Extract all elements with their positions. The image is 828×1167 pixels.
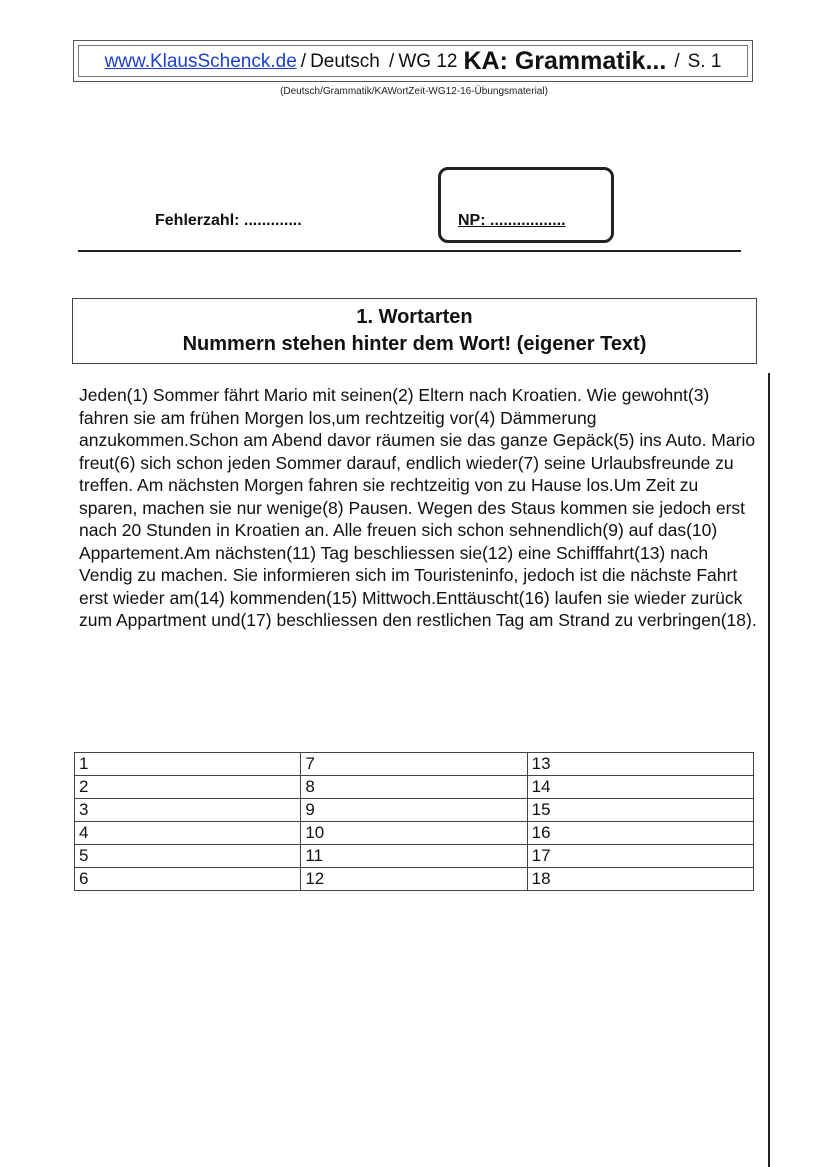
table-cell[interactable]: 15 [527,799,753,822]
file-path: (Deutsch/Grammatik/KAWortZeit-WG12-16-Übungsmaterial) [280,86,548,97]
subject: Deutsch [310,50,380,72]
table-cell[interactable]: 12 [301,868,527,891]
separator: / [383,50,395,72]
margin-line [768,373,770,1167]
np-label: NP: ................. [458,212,566,229]
table-row [75,776,754,799]
header-line [78,45,748,77]
table-cell[interactable]: 5 [75,845,301,868]
task-title-box [72,298,757,364]
document-title: KA: Grammatik... [463,46,667,75]
table-cell[interactable]: 17 [527,845,753,868]
error-count-label: Fehlerzahl: ............. [155,212,302,229]
class-label: WG 12 [398,50,458,72]
table-cell[interactable]: 1 [75,753,301,776]
table-cell[interactable]: 14 [527,776,753,799]
table-cell[interactable]: 13 [527,753,753,776]
table-cell[interactable]: 10 [301,822,527,845]
table-cell[interactable]: 6 [75,868,301,891]
table-cell[interactable]: 7 [301,753,527,776]
answer-table [74,752,754,891]
divider [78,250,741,252]
page-number: S. 1 [687,50,722,72]
table-cell[interactable]: 11 [301,845,527,868]
table-cell[interactable]: 18 [527,868,753,891]
task-title: 1. Wortarten [356,306,473,328]
separator: / [300,50,307,72]
table-row [75,845,754,868]
table-cell[interactable]: 3 [75,799,301,822]
separator: / [674,50,680,72]
table-row [75,799,754,822]
np-box [438,167,614,243]
exercise-text: Jeden(1) Sommer fährt Mario mit seinen(2) Eltern nach Kroatien. Wie gewohnt(3) fahren sie am frühen Morgen los,um rechtzeitig vor(4) Dämmerung anzukommen.Schon am Abend davor räumen sie das ganze Gepäck(5) ins Auto. Mario freut(6) sich schon jeden Sommer darauf, endlich wieder(7) seine Urlaubsfreunde zu treffen. Am nächsten Morgen fahren sie rechtzeitig von zu Hause los.Um Zeit zu sparen, machen sie nur wenige(8) Pausen. Wegen des Staus kommen sie jedoch erst nach 20 Stunden in Kroatien an. Alle freuen sich schon sehnendlich(9) auf das(10) Appartement.Am nächsten(11) Tag beschliessen sie(12) eine Schifffahrt(13) nach Vendig zu machen. Sie informieren sich im Touristeninfo, jedoch ist die nächste Fahrt erst wieder am(14) kommenden(15) Mittwoch.Enttäuscht(16) laufen sie wieder zurück zum Appartment und(17) beschliessen den restlichen Tag am Strand zu verbringen(18). [79,385,757,630]
table-row [75,753,754,776]
table-cell[interactable]: 8 [301,776,527,799]
table-cell[interactable]: 9 [301,799,527,822]
task-subtitle: Nummern stehen hinter dem Wort! (eigener Text) [182,333,647,355]
table-cell[interactable]: 2 [75,776,301,799]
site-link[interactable]: www.KlausSchenck.de [104,50,297,72]
table-row [75,822,754,845]
table-row [75,868,754,891]
header-box [73,40,753,82]
table-cell[interactable]: 4 [75,822,301,845]
table-cell[interactable]: 16 [527,822,753,845]
